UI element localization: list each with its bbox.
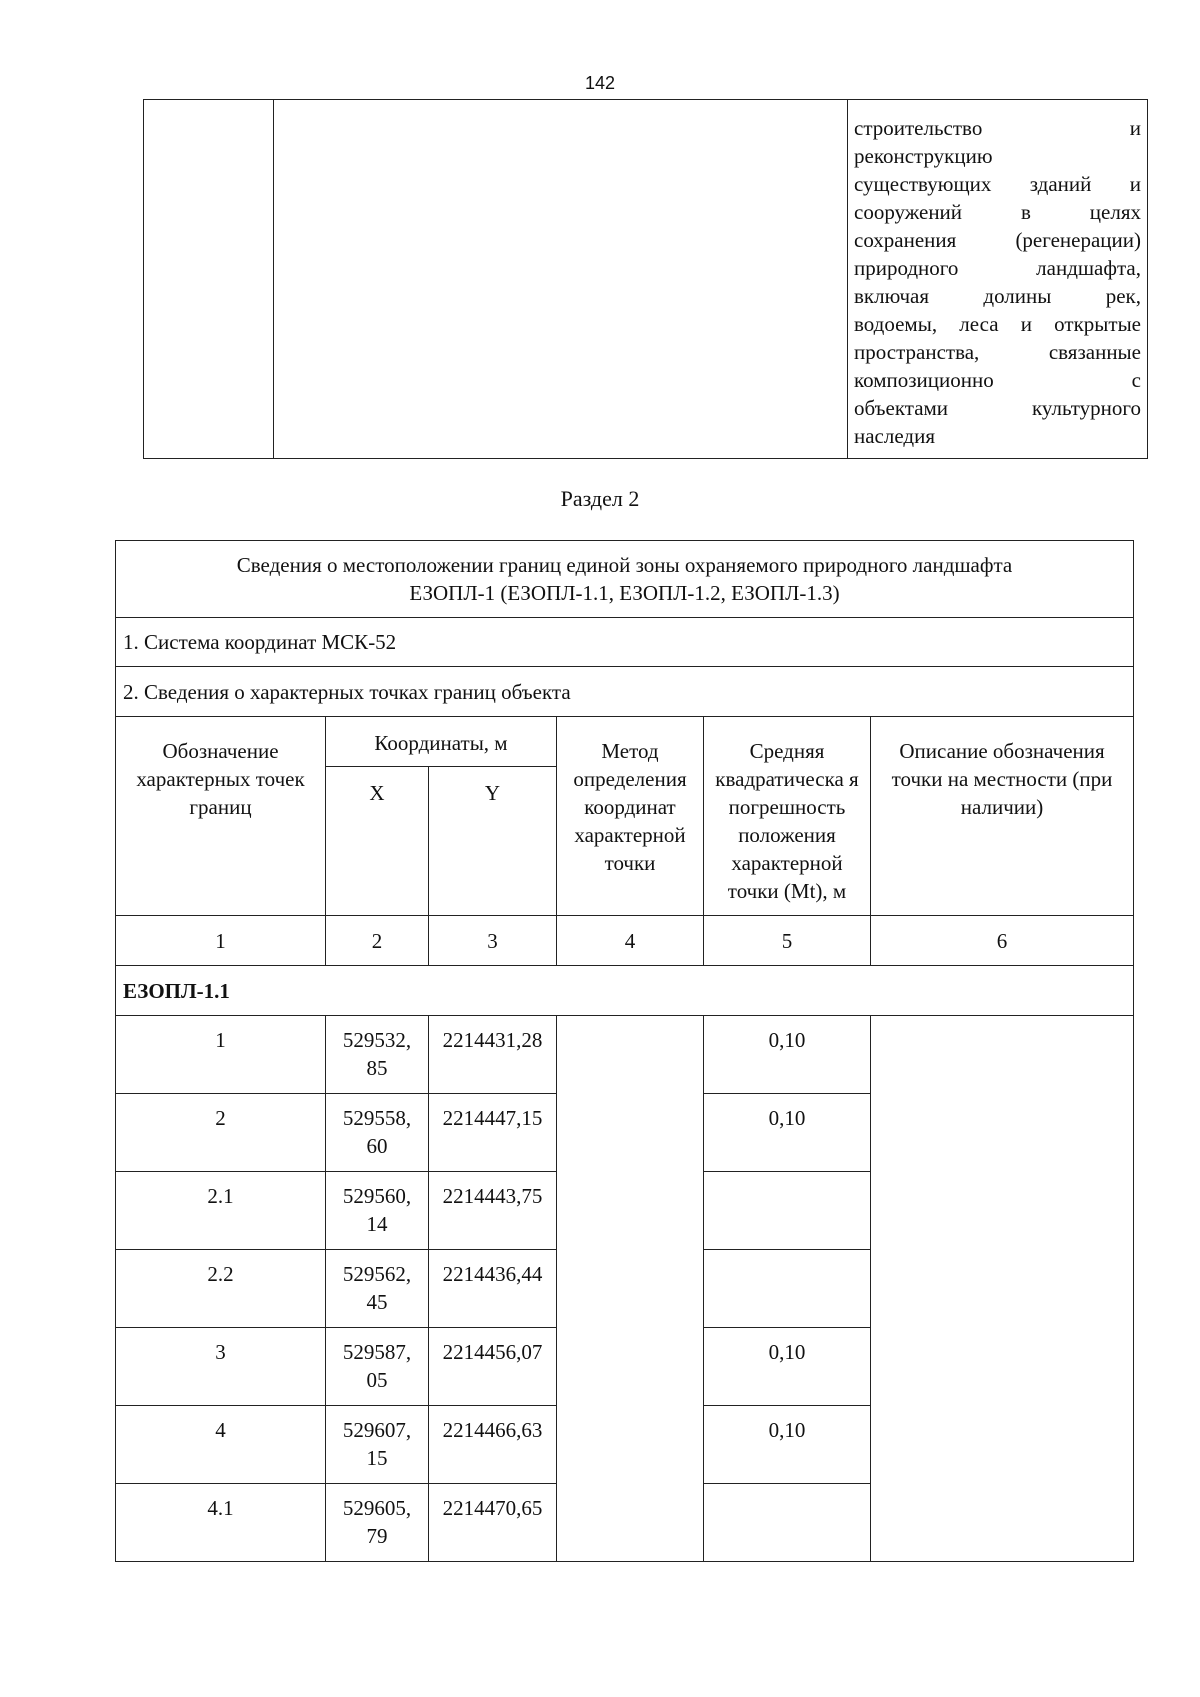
text-line: включая долины рек, <box>854 284 1141 308</box>
header-y: Y <box>429 767 557 916</box>
table-cell-error <box>704 1484 871 1562</box>
x-line-2: 14 <box>366 1212 388 1236</box>
group-label: ЕЗОПЛ-1.1 <box>116 966 1134 1016</box>
table-cell-error: 0,10 <box>704 1328 871 1406</box>
text-line: композиционно с <box>854 368 1141 392</box>
x-line-2: 05 <box>366 1368 388 1392</box>
table-cell-y: 2214431,28 <box>429 1016 557 1094</box>
column-number: 4 <box>557 916 704 966</box>
table-cell-point: 3 <box>116 1328 326 1406</box>
table-cell-y: 2214466,63 <box>429 1406 557 1484</box>
table-cell-x <box>326 1328 429 1406</box>
continuation-cell-2 <box>274 100 848 459</box>
boundary-points-table <box>115 540 1134 1562</box>
header-coordinates: Координаты, м <box>326 717 557 767</box>
continuation-cell-text <box>848 100 1148 459</box>
table-cell-y: 2214447,15 <box>429 1094 557 1172</box>
header-description: Описание обозначения точки на местности (при наличии) <box>871 717 1134 916</box>
table-cell-x <box>326 1250 429 1328</box>
column-number: 2 <box>326 916 429 966</box>
header-method: Метод определения координат характерной точки <box>557 717 704 916</box>
x-line-1: 529532, <box>342 1028 412 1052</box>
table-cell-x <box>326 1094 429 1172</box>
column-number: 3 <box>429 916 557 966</box>
x-line-2: 15 <box>366 1446 388 1470</box>
x-line-2: 85 <box>366 1056 388 1080</box>
section-title: Раздел 2 <box>560 486 640 511</box>
text-line: пространства, связанные <box>854 340 1141 364</box>
table-cell-y: 2214470,65 <box>429 1484 557 1562</box>
x-line-2: 45 <box>366 1290 388 1314</box>
table-cell-point: 2.1 <box>116 1172 326 1250</box>
page-number: 142 <box>584 73 616 93</box>
x-line-2: 79 <box>366 1524 388 1548</box>
text-line: строительство и <box>854 116 1141 140</box>
table-cell-x <box>326 1016 429 1094</box>
caption-line-1: Сведения о местоположении границ единой зоны охраняемого природного ландшафта <box>236 553 1013 577</box>
table-cell-point: 4.1 <box>116 1484 326 1562</box>
table-cell-method <box>557 1016 704 1562</box>
x-line-1: 529587, <box>342 1340 412 1364</box>
column-number: 6 <box>871 916 1134 966</box>
table-cell-error: 0,10 <box>704 1406 871 1484</box>
header-designation: Обозначение характерных точек границ <box>116 717 326 916</box>
table-cell-x <box>326 1172 429 1250</box>
text-line: наследия <box>854 424 935 448</box>
x-line-1: 529607, <box>342 1418 412 1442</box>
x-line-2: 60 <box>366 1134 388 1158</box>
text-line: реконструкцию <box>854 144 993 168</box>
table-cell-point: 1 <box>116 1016 326 1094</box>
table-cell-error <box>704 1172 871 1250</box>
table-cell-y: 2214443,75 <box>429 1172 557 1250</box>
table-caption <box>116 541 1134 618</box>
continuation-cell-1 <box>144 100 274 459</box>
header-x: X <box>326 767 429 916</box>
column-number: 1 <box>116 916 326 966</box>
table-cell-error: 0,10 <box>704 1016 871 1094</box>
table-cell-point: 2.2 <box>116 1250 326 1328</box>
x-line-1: 529605, <box>342 1496 412 1520</box>
table-cell-point: 2 <box>116 1094 326 1172</box>
table-cell-x <box>326 1406 429 1484</box>
x-line-1: 529562, <box>342 1262 412 1286</box>
text-line: водоемы, леса и открытые <box>854 312 1141 336</box>
points-info-row: 2. Сведения о характерных точках границ объекта <box>116 667 1134 717</box>
x-line-1: 529560, <box>342 1184 412 1208</box>
text-line: существующих зданий и <box>854 172 1141 196</box>
caption-line-2: ЕЗОПЛ-1 (ЕЗОПЛ-1.1, ЕЗОПЛ-1.2, ЕЗОПЛ-1.3) <box>409 581 840 605</box>
text-line: сооружений в целях <box>854 200 1141 224</box>
text-line: сохранения (регенерации) <box>854 228 1141 252</box>
column-number: 5 <box>704 916 871 966</box>
header-error: Средняя квадратическа я погрешность положения характерной точки (Mt), м <box>704 717 871 916</box>
text-line: объектами культурного <box>854 396 1141 420</box>
text-line: природного ландшафта, <box>854 256 1141 280</box>
table-cell-y: 2214456,07 <box>429 1328 557 1406</box>
x-line-1: 529558, <box>342 1106 412 1130</box>
table-cell-point: 4 <box>116 1406 326 1484</box>
table-cell-error: 0,10 <box>704 1094 871 1172</box>
coordinate-system-row: 1. Система координат МСК-52 <box>116 618 1134 667</box>
table-cell-x <box>326 1484 429 1562</box>
table-cell-y: 2214436,44 <box>429 1250 557 1328</box>
continuation-table <box>143 99 1148 459</box>
table-cell-error <box>704 1250 871 1328</box>
table-cell-description <box>871 1016 1134 1562</box>
